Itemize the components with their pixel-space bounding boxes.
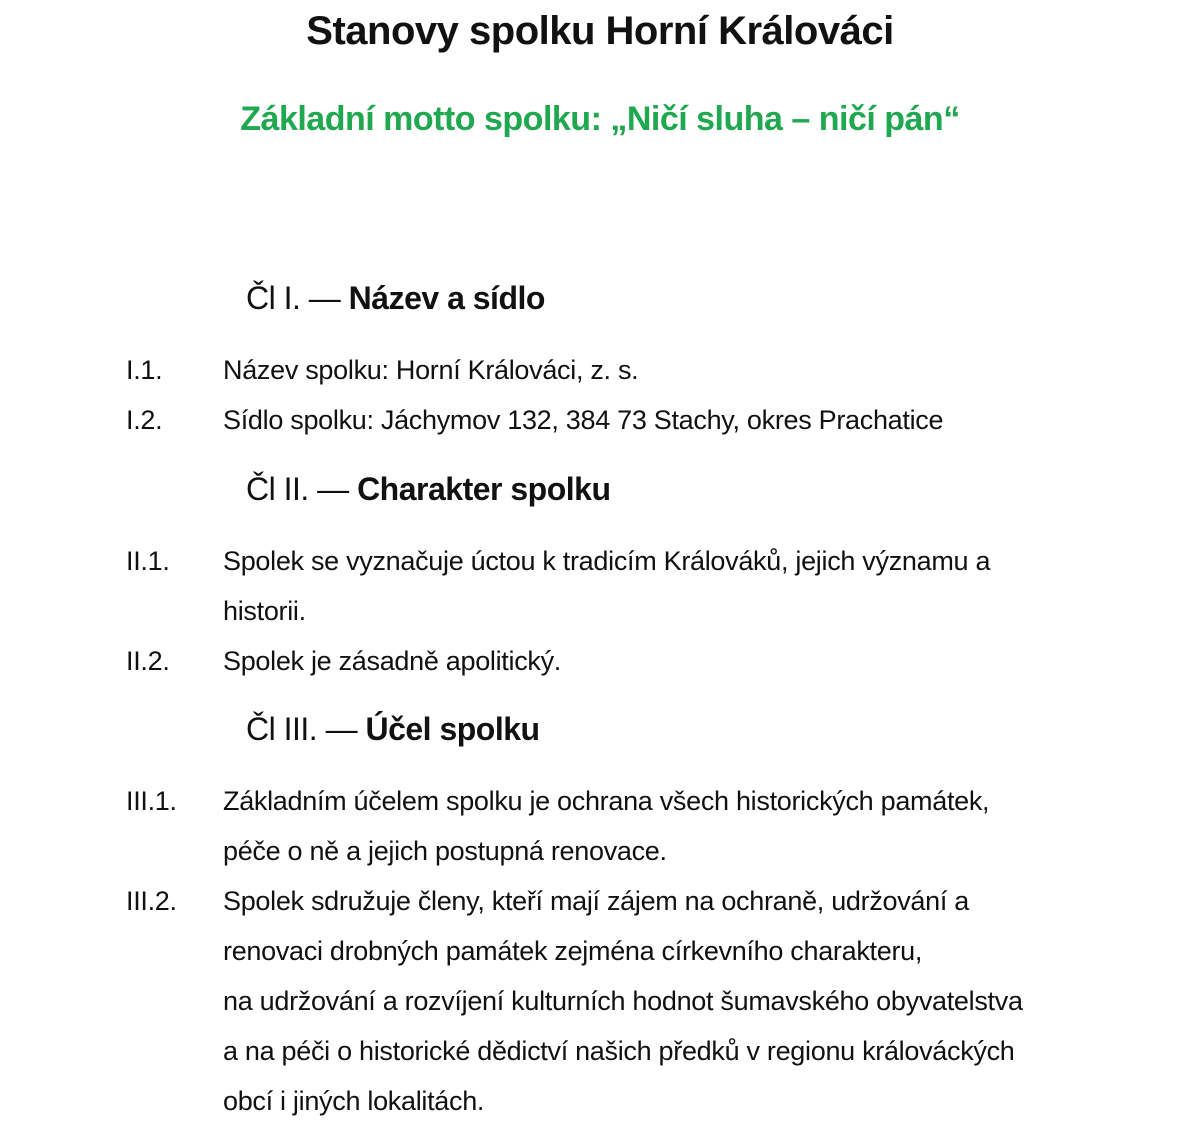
item-line: na udržování a rozvíjení kulturních hodnot šumavského obyvatelstva (223, 986, 1023, 1016)
section-prefix: Čl III. — (246, 711, 366, 747)
section-prefix: Čl II. — (246, 471, 358, 507)
item-number: II.2. (126, 646, 170, 676)
item-line: Sídlo spolku: Jáchymov 132, 384 73 Stachy, okres Prachatice (223, 405, 944, 435)
item-line: Spolek je zásadně apolitický. (223, 646, 562, 676)
item-line: Název spolku: Horní Králováci, z. s. (223, 355, 639, 385)
section-name: Charakter spolku (357, 471, 611, 507)
item-line: renovaci drobných památek zejména církevního charakteru, (223, 936, 923, 966)
item-line: obcí i jiných lokalitách. (223, 1086, 485, 1116)
article-item-3-2 (126, 876, 1186, 1126)
item-number: I.2. (126, 405, 163, 435)
section-prefix: Čl I. — (246, 280, 349, 316)
item-text (223, 395, 1186, 445)
article-item-2-1 (126, 536, 1186, 636)
item-line: péče o ně a jejich postupná renovace. (223, 836, 667, 866)
section-name: Název a sídlo (348, 280, 545, 316)
item-text (223, 536, 1186, 636)
item-text (223, 636, 1186, 686)
section-heading-3 (246, 709, 540, 749)
article-item-1-1 (126, 345, 1186, 395)
article-item-3-1 (126, 776, 1186, 876)
item-number: I.1. (126, 355, 163, 385)
item-text (223, 776, 1186, 876)
item-number: III.2. (126, 886, 177, 916)
item-line: Spolek sdružuje členy, kteří mají zájem na ochraně, udržování a (223, 886, 969, 916)
item-line: Spolek se vyznačuje úctou k tradicím Králováků, jejich významu a (223, 546, 991, 576)
section-heading-1 (246, 278, 545, 318)
article-item-2-2 (126, 636, 1186, 686)
document-title: Stanovy spolku Horní Králováci (306, 9, 894, 53)
item-text (223, 345, 1186, 395)
item-number: II.1. (126, 546, 170, 576)
item-text (223, 876, 1186, 1126)
document-motto: Základní motto spolku: „Ničí sluha – ničí pán“ (240, 100, 960, 138)
item-number: III.1. (126, 786, 177, 816)
section-name: Účel spolku (365, 711, 540, 747)
item-line: Základním účelem spolku je ochrana všech historických památek, (223, 786, 990, 816)
section-heading-2 (246, 469, 610, 509)
item-line: historii. (223, 596, 306, 626)
article-item-1-2 (126, 395, 1186, 445)
item-line: a na péči o historické dědictví našich předků v regionu králováckých (223, 1036, 1015, 1066)
